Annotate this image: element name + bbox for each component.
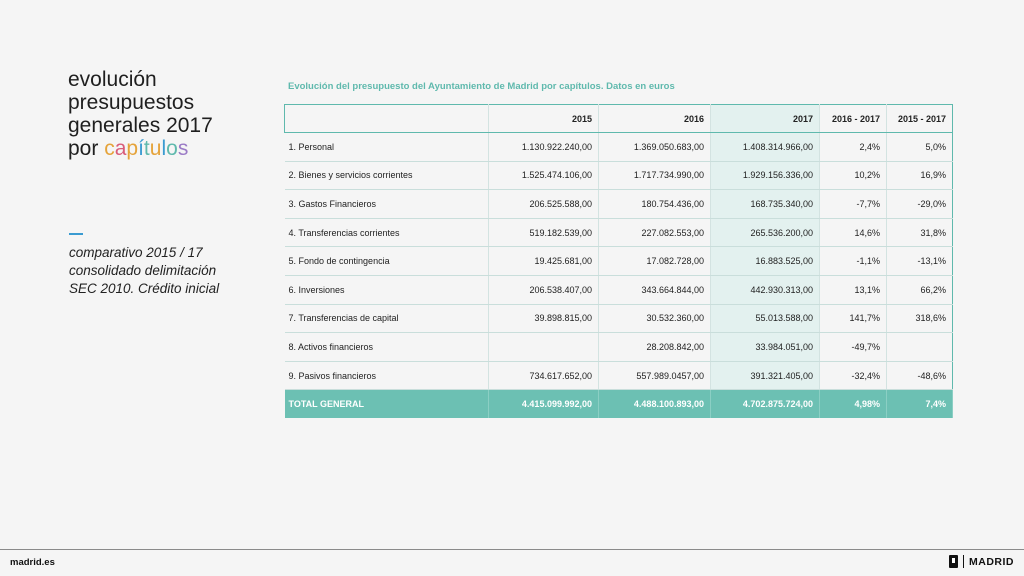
table-row — [285, 218, 953, 247]
value-cell: 13,1% — [820, 275, 887, 304]
value-cell: 1.525.474.106,00 — [489, 161, 599, 190]
subtitle-line-3: SEC 2010. Crédito inicial — [69, 281, 220, 296]
title-colored-letter: a — [114, 137, 127, 160]
title-line-1: evolución — [68, 68, 157, 91]
row-label-cell: 7. Transferencias de capital — [285, 304, 489, 333]
value-cell: 343.664.844,00 — [599, 275, 711, 304]
title-line-4 — [68, 137, 268, 160]
column-header: 2017 — [711, 105, 820, 133]
value-cell: 1.130.922.240,00 — [489, 133, 599, 162]
subtitle — [69, 244, 269, 298]
value-cell: 28.208.842,00 — [599, 333, 711, 362]
value-cell: -7,7% — [820, 190, 887, 219]
value-cell: 17.082.728,00 — [599, 247, 711, 276]
column-header: 2015 - 2017 — [887, 105, 953, 133]
subtitle-line-1: comparativo 2015 / 17 — [69, 245, 203, 260]
column-header: 2016 - 2017 — [820, 105, 887, 133]
table-row — [285, 133, 953, 162]
value-cell — [887, 333, 953, 362]
title-colored-letter: í — [138, 137, 144, 160]
madrid-emblem-icon — [949, 555, 958, 568]
table-header-row — [285, 105, 953, 133]
title-colored-letter: c — [104, 137, 115, 160]
value-cell: 33.984.051,00 — [711, 333, 820, 362]
table-caption: Evolución del presupuesto del Ayuntamiento de Madrid por capítulos. Datos en euros — [288, 81, 675, 92]
row-label-cell: 9. Pasivos financieros — [285, 361, 489, 390]
value-cell: 1.369.050.683,00 — [599, 133, 711, 162]
column-header: 2016 — [599, 105, 711, 133]
budget-table — [284, 104, 953, 418]
table-body — [285, 133, 953, 418]
value-cell: -48,6% — [887, 361, 953, 390]
footer-url[interactable]: madrid.es — [10, 557, 55, 568]
page-title — [68, 68, 268, 160]
row-label-cell: 2. Bienes y servicios corrientes — [285, 161, 489, 190]
value-cell: 180.754.436,00 — [599, 190, 711, 219]
value-cell: 10,2% — [820, 161, 887, 190]
row-label-cell: 3. Gastos Financieros — [285, 190, 489, 219]
row-label-cell: 1. Personal — [285, 133, 489, 162]
value-cell — [489, 333, 599, 362]
value-cell: 5,0% — [887, 133, 953, 162]
table-row — [285, 333, 953, 362]
value-cell: 391.321.405,00 — [711, 361, 820, 390]
value-cell: -29,0% — [887, 190, 953, 219]
value-cell: 141,7% — [820, 304, 887, 333]
value-cell: -1,1% — [820, 247, 887, 276]
table-row — [285, 190, 953, 219]
value-cell: -13,1% — [887, 247, 953, 276]
brand-logo — [949, 555, 1014, 568]
title-colored-letter: p — [126, 137, 139, 160]
row-label-cell: 8. Activos financieros — [285, 333, 489, 362]
title-colored-letter: l — [161, 137, 167, 160]
title-colored-word — [104, 137, 188, 160]
value-cell: 31,8% — [887, 218, 953, 247]
value-cell: 19.425.681,00 — [489, 247, 599, 276]
table-row — [285, 161, 953, 190]
value-cell: 168.735.340,00 — [711, 190, 820, 219]
value-cell: 1.929.156.336,00 — [711, 161, 820, 190]
value-cell: 4.488.100.893,00 — [599, 390, 711, 418]
table-row — [285, 304, 953, 333]
value-cell: 1.408.314.966,00 — [711, 133, 820, 162]
value-cell: 1.717.734.990,00 — [599, 161, 711, 190]
value-cell: 16.883.525,00 — [711, 247, 820, 276]
value-cell: 39.898.815,00 — [489, 304, 599, 333]
value-cell: 14,6% — [820, 218, 887, 247]
accent-dash — [69, 233, 83, 235]
value-cell: 265.536.200,00 — [711, 218, 820, 247]
value-cell: 519.182.539,00 — [489, 218, 599, 247]
table-row — [285, 361, 953, 390]
value-cell: 206.538.407,00 — [489, 275, 599, 304]
value-cell: -32,4% — [820, 361, 887, 390]
column-header: 2015 — [489, 105, 599, 133]
brand-name: MADRID — [969, 555, 1014, 568]
total-row — [285, 390, 953, 418]
title-colored-letter: u — [149, 137, 162, 160]
title-colored-letter: o — [166, 137, 178, 160]
value-cell: 66,2% — [887, 275, 953, 304]
value-cell: 4.415.099.992,00 — [489, 390, 599, 418]
title-line-2: presupuestos — [68, 91, 195, 114]
row-label-cell: TOTAL GENERAL — [285, 390, 489, 418]
value-cell: 4.702.875.724,00 — [711, 390, 820, 418]
header-blank-cell — [285, 105, 489, 133]
row-label-cell: 4. Transferencias corrientes — [285, 218, 489, 247]
budget-table-container — [284, 104, 952, 418]
value-cell: 206.525.588,00 — [489, 190, 599, 219]
value-cell: 4,98% — [820, 390, 887, 418]
value-cell: 318,6% — [887, 304, 953, 333]
value-cell: 7,4% — [887, 390, 953, 418]
row-label-cell: 6. Inversiones — [285, 275, 489, 304]
value-cell: -49,7% — [820, 333, 887, 362]
value-cell: 2,4% — [820, 133, 887, 162]
value-cell: 442.930.313,00 — [711, 275, 820, 304]
title-colored-letter: s — [177, 137, 189, 160]
row-label-cell: 5. Fondo de contingencia — [285, 247, 489, 276]
value-cell: 16,9% — [887, 161, 953, 190]
brand-separator — [963, 555, 964, 568]
title-colored-letter: t — [143, 137, 150, 160]
title-line-4-prefix: por — [68, 137, 99, 160]
value-cell: 55.013.588,00 — [711, 304, 820, 333]
subtitle-line-2: consolidado delimitación — [69, 263, 217, 278]
value-cell: 557.989.0457,00 — [599, 361, 711, 390]
value-cell: 30.532.360,00 — [599, 304, 711, 333]
value-cell: 734.617.652,00 — [489, 361, 599, 390]
footer-divider — [0, 549, 1024, 550]
title-line-3: generales 2017 — [68, 114, 213, 137]
table-row — [285, 275, 953, 304]
value-cell: 227.082.553,00 — [599, 218, 711, 247]
table-row — [285, 247, 953, 276]
